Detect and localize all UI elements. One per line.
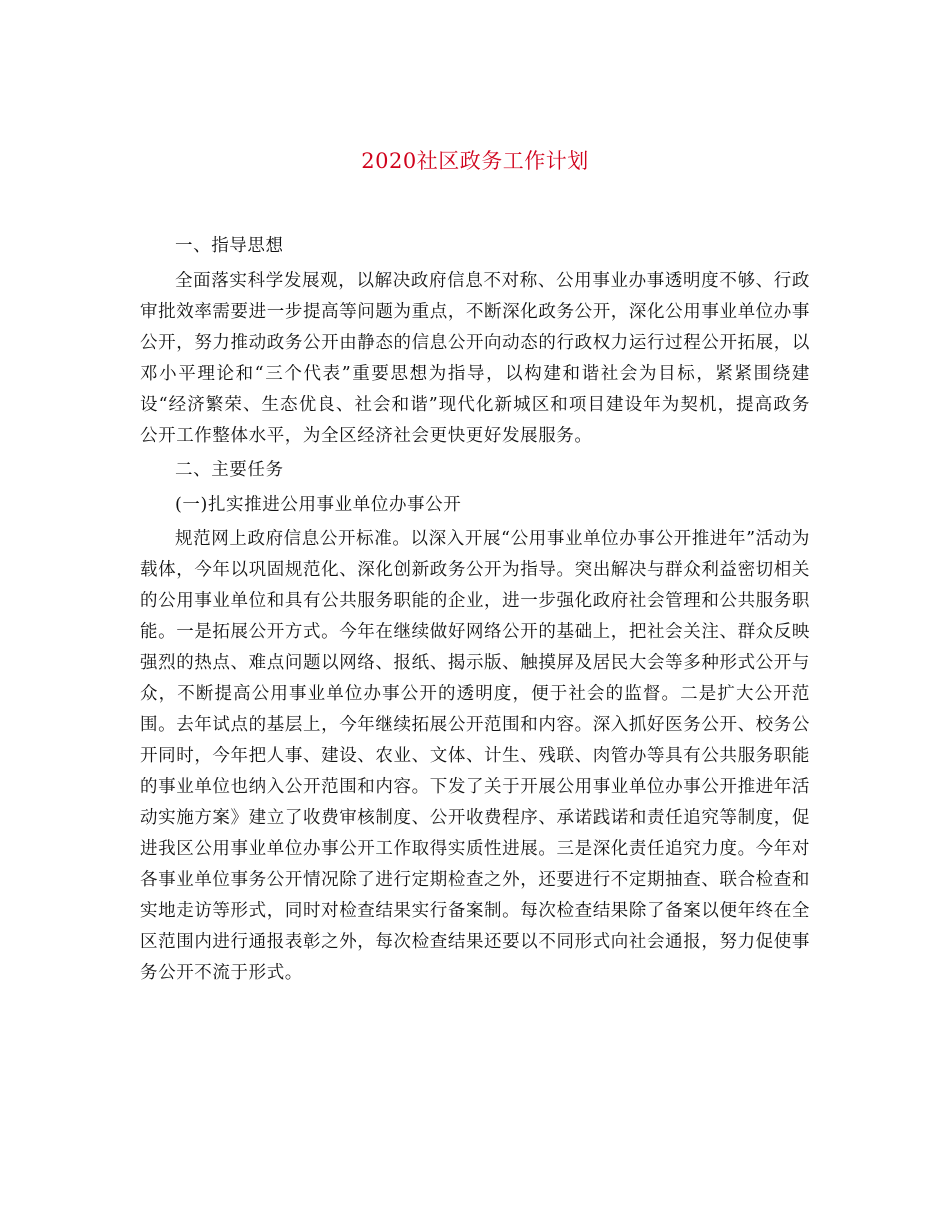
document-body (140, 231, 810, 993)
paragraph-guiding-thought: 全面落实科学发展观，以解决政府信息不对称、公用事业办事透明度不够、行政审批效率需要进一步提高等问题为重点，不断深化政务公开，深化公用事业单位办事公开，努力推动政务公开由静态的信息公开向动态的行政权力运行过程公开拓展，以邓小平理论和“三个代表”重要思想为指导，以构建和谐社会为目标，紧紧围绕建设“经济繁荣、生态优良、社会和谐”现代化新城区和项目建设年为契机，提高政务公开工作整体水平，为全区经济社会更快更好发展服务。 (140, 270, 810, 446)
subsection-heading-public-affairs: (一)扎实推进公用事业单位办事公开 (175, 494, 462, 515)
section-heading-guiding-thought: 一、指导思想 (175, 236, 284, 256)
document-title: 2020社区政务工作计划 (361, 149, 589, 173)
paragraph-public-affairs: 规范网上政府信息公开标准。以深入开展“公用事业单位办事公开推进年”活动为载体，今年以巩固规范化、深化创新政务公开为指导。突出解决与群众利益密切相关的公用事业单位和具有公共服务职能的企业，进一步强化政府社会管理和公共服务职能。一是拓展公开方式。今年在继续做好网络公开的基础上，把社会关注、群众反映强烈的热点、难点问题以网络、报纸、揭示版、触摸屏及居民大会等多种形式公开与众，不断提高公用事业单位办事公开的透明度，便于社会的监督。二是扩大公开范围。去年试点的基层上，今年继续拓展公开范围和内容。深入抓好医务公开、校务公开同时，今年把人事、建设、农业、文体、计生、残联、肉管办等具有公共服务职能的事业单位也纳入公开范围和内容。下发了关于开展公用事业单位办事公开推进年活动实施方案》建立了收费审核制度、公开收费程序、承诺践诺和责任追究等制度，促进我区公用事业单位办事公开工作取得实质性进展。三是深化责任追究力度。今年对各事业单位事务公开情况除了进行定期检查之外，还要进行不定期抽查、联合检查和实地走访等形式，同时对检查结果实行备案制。每次检查结果除了备案以便年终在全区范围内进行通报表彰之外，每次检查结果还要以不同形式向社会通报，努力促使事务公开不流于形式。 (140, 529, 810, 983)
section-heading-main-tasks: 二、主要任务 (175, 460, 284, 480)
